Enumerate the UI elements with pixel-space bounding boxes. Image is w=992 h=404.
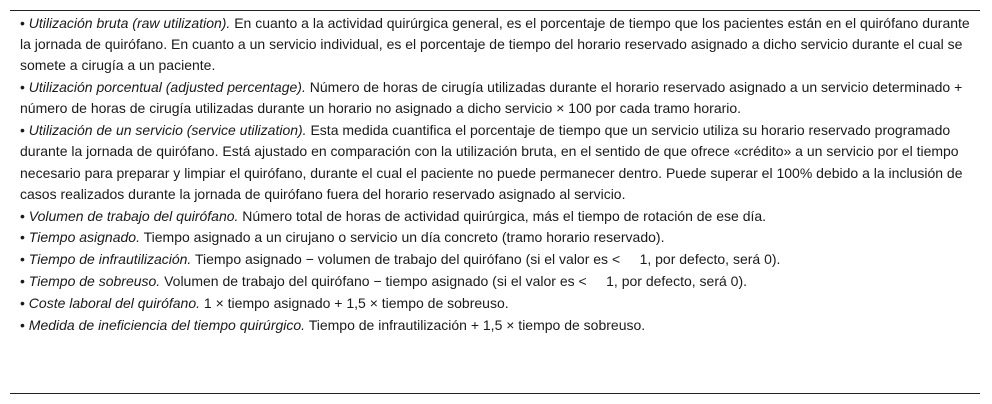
- definition-underutilized-time: [20, 249, 978, 270]
- definition-raw-utilization: [20, 13, 978, 77]
- bullet-marker: •: [20, 273, 25, 289]
- definition-allocated-time: [20, 227, 978, 248]
- bullet-marker: •: [20, 15, 25, 31]
- definition-term: Coste laboral del quirófano.: [28, 294, 201, 311]
- definition-text: Tiempo asignado a un cirujano o servicio un día concreto (tramo horario reservado).: [139, 229, 665, 246]
- definition-term: Utilización de un servicio (service utilization).: [28, 122, 307, 139]
- definition-text: 1 × tiempo asignado + 1,5 × tiempo de sobreuso.: [200, 294, 509, 311]
- definition-term: Tiempo asignado.: [28, 229, 140, 246]
- definition-overutilized-time: [20, 271, 978, 292]
- bullet-marker: •: [20, 79, 25, 96]
- definition-term: Utilización bruta (raw utilization).: [28, 15, 231, 31]
- definition-term: Tiempo de infrautilización.: [28, 251, 192, 268]
- definition-or-labor-cost: [20, 293, 978, 314]
- bullet-marker: •: [20, 251, 25, 268]
- definition-text: Volumen de trabajo del quirófano − tiempo asignado (si el valor es < 1, por defecto, será 0).: [160, 273, 747, 289]
- definition-text: Tiempo de infrautilización + 1,5 × tiempo de sobreuso.: [305, 316, 646, 333]
- definition-term: Utilización porcentual (adjusted percentage).: [28, 79, 306, 96]
- definition-text: Número total de horas de actividad quirúrgica, más el tiempo de rotación de ese día.: [238, 207, 767, 224]
- bullet-marker: •: [20, 294, 25, 311]
- definition-text: Número de horas de cirugía utilizadas durante el horario reservado asignado a un servicio determinado + número de horas de cirugía utilizadas durante un horario no asignado a dicho servicio × 100 por cada tramo horario.: [20, 79, 963, 117]
- definition-text: En cuanto a la actividad quirúrgica general, es el porcentaje de tiempo que los pacientes están en el quirófano durante la jornada de quirófano. En cuanto a un servicio individual, es el porcentaje de tiempo del horario reservado asignado a dicho servicio durante el cual se somete a cirugía a un paciente.: [20, 15, 970, 74]
- definition-text: Esta medida cuantifica el porcentaje de tiempo que un servicio utiliza su horario reservado programado durante la jornada de quirófano. Está ajustado en comparación con la utilización bruta, en el sentido de que ofrece «crédito» a un servicio por el tiempo necesario para preparar y limpiar el quirófano, durante el cual el paciente no puede permanecer dentro. Puede superar el 100% debido a la inclusión de casos realizados durante la jornada de quirófano fuera del horario reservado asignado al servicio.: [20, 122, 963, 202]
- definition-text: Tiempo asignado − volumen de trabajo del quirófano (si el valor es < 1, por defecto, será 0).: [191, 251, 781, 268]
- definitions-list: [20, 13, 978, 336]
- bullet-marker: •: [20, 207, 25, 224]
- definition-or-workload: [20, 206, 978, 227]
- bullet-marker: •: [20, 122, 25, 139]
- definition-adjusted-percentage: [20, 77, 978, 119]
- bullet-marker: •: [20, 316, 25, 333]
- definition-term: Medida de ineficiencia del tiempo quirúrgico.: [28, 316, 306, 333]
- bullet-marker: •: [20, 229, 25, 246]
- definition-term: Tiempo de sobreuso.: [28, 273, 161, 289]
- definition-term: Volumen de trabajo del quirófano.: [28, 207, 239, 224]
- definition-service-utilization: [20, 120, 978, 205]
- definition-inefficiency-measure: [20, 315, 978, 336]
